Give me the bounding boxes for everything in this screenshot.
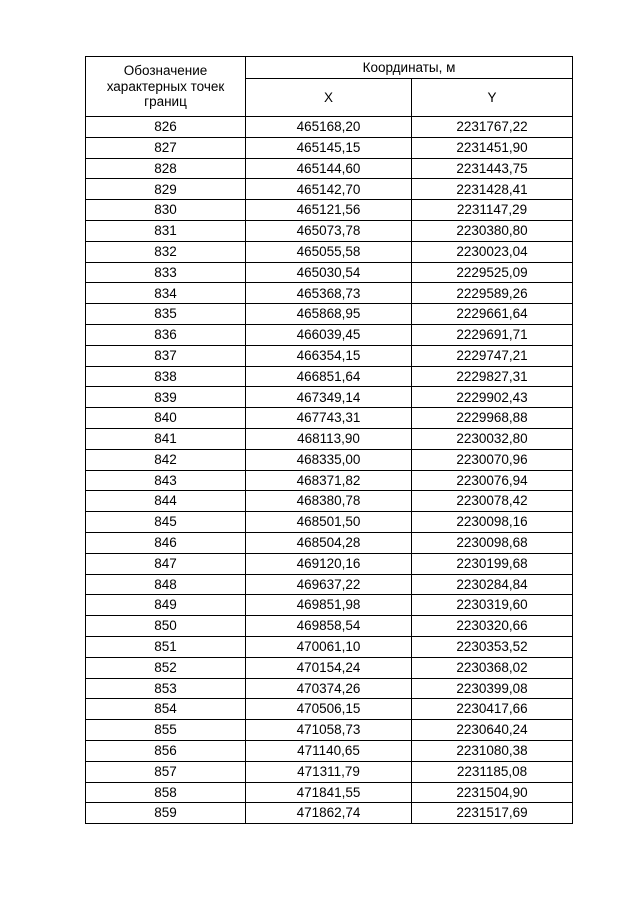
point-number-cell: 834 <box>86 283 246 304</box>
x-coordinate-cell: 465368,73 <box>246 283 412 304</box>
x-coordinate-cell: 465868,95 <box>246 304 412 325</box>
y-coordinate-cell: 2229902,43 <box>412 387 573 408</box>
y-coordinate-cell: 2230023,04 <box>412 241 573 262</box>
x-coordinate-cell: 471862,74 <box>246 803 412 824</box>
x-coordinate-cell: 468371,82 <box>246 470 412 491</box>
y-coordinate-cell: 2231428,41 <box>412 179 573 200</box>
table-row <box>86 262 573 283</box>
x-coordinate-cell: 469120,16 <box>246 553 412 574</box>
point-number-cell: 840 <box>86 408 246 429</box>
x-coordinate-cell: 470154,24 <box>246 657 412 678</box>
x-coordinate-cell: 466851,64 <box>246 366 412 387</box>
y-coordinate-cell: 2230078,42 <box>412 491 573 512</box>
y-coordinate-cell: 2230368,02 <box>412 657 573 678</box>
header-designation: Обозначение характерных точек границ <box>86 57 246 117</box>
x-coordinate-cell: 471058,73 <box>246 720 412 741</box>
point-number-cell: 839 <box>86 387 246 408</box>
table-row <box>86 387 573 408</box>
x-coordinate-cell: 469851,98 <box>246 595 412 616</box>
table-row <box>86 595 573 616</box>
point-number-cell: 846 <box>86 532 246 553</box>
x-coordinate-cell: 465030,54 <box>246 262 412 283</box>
table-row <box>86 532 573 553</box>
table-row <box>86 636 573 657</box>
x-coordinate-cell: 465073,78 <box>246 220 412 241</box>
table-row <box>86 699 573 720</box>
coordinates-table <box>85 56 573 824</box>
x-coordinate-cell: 465144,60 <box>246 158 412 179</box>
table-row <box>86 304 573 325</box>
y-coordinate-cell: 2230380,80 <box>412 220 573 241</box>
y-coordinate-cell: 2231185,08 <box>412 761 573 782</box>
x-coordinate-cell: 470061,10 <box>246 636 412 657</box>
point-number-cell: 827 <box>86 137 246 158</box>
point-number-cell: 838 <box>86 366 246 387</box>
x-coordinate-cell: 467743,31 <box>246 408 412 429</box>
table-row <box>86 678 573 699</box>
y-coordinate-cell: 2230284,84 <box>412 574 573 595</box>
table-row <box>86 220 573 241</box>
point-number-cell: 852 <box>86 657 246 678</box>
x-coordinate-cell: 470506,15 <box>246 699 412 720</box>
x-coordinate-cell: 465142,70 <box>246 179 412 200</box>
y-coordinate-cell: 2231080,38 <box>412 740 573 761</box>
table-row <box>86 158 573 179</box>
table-row <box>86 512 573 533</box>
table-row <box>86 720 573 741</box>
y-coordinate-cell: 2230070,96 <box>412 449 573 470</box>
x-coordinate-cell: 468504,28 <box>246 532 412 553</box>
y-coordinate-cell: 2231443,75 <box>412 158 573 179</box>
point-number-cell: 831 <box>86 220 246 241</box>
point-number-cell: 848 <box>86 574 246 595</box>
header-coordinates: Координаты, м <box>246 57 573 79</box>
table-row <box>86 428 573 449</box>
y-coordinate-cell: 2229525,09 <box>412 262 573 283</box>
y-coordinate-cell: 2230353,52 <box>412 636 573 657</box>
x-coordinate-cell: 469858,54 <box>246 616 412 637</box>
point-number-cell: 858 <box>86 782 246 803</box>
table-row <box>86 761 573 782</box>
point-number-cell: 845 <box>86 512 246 533</box>
x-coordinate-cell: 468501,50 <box>246 512 412 533</box>
point-number-cell: 837 <box>86 345 246 366</box>
point-number-cell: 844 <box>86 491 246 512</box>
y-coordinate-cell: 2230098,16 <box>412 512 573 533</box>
point-number-cell: 830 <box>86 200 246 221</box>
point-number-cell: 828 <box>86 158 246 179</box>
table-row <box>86 241 573 262</box>
x-coordinate-cell: 471140,65 <box>246 740 412 761</box>
y-coordinate-cell: 2229691,71 <box>412 324 573 345</box>
y-coordinate-cell: 2231767,22 <box>412 117 573 138</box>
x-coordinate-cell: 465055,58 <box>246 241 412 262</box>
x-coordinate-cell: 465168,20 <box>246 117 412 138</box>
x-coordinate-cell: 467349,14 <box>246 387 412 408</box>
table-row <box>86 740 573 761</box>
y-coordinate-cell: 2229589,26 <box>412 283 573 304</box>
table-row <box>86 117 573 138</box>
y-coordinate-cell: 2230417,66 <box>412 699 573 720</box>
y-coordinate-cell: 2229827,31 <box>412 366 573 387</box>
x-coordinate-cell: 466354,15 <box>246 345 412 366</box>
point-number-cell: 842 <box>86 449 246 470</box>
x-coordinate-cell: 468380,78 <box>246 491 412 512</box>
point-number-cell: 857 <box>86 761 246 782</box>
table-body <box>86 117 573 824</box>
table-row <box>86 324 573 345</box>
y-coordinate-cell: 2231504,90 <box>412 782 573 803</box>
y-coordinate-cell: 2231517,69 <box>412 803 573 824</box>
table-row <box>86 283 573 304</box>
table-row <box>86 491 573 512</box>
x-coordinate-cell: 466039,45 <box>246 324 412 345</box>
point-number-cell: 832 <box>86 241 246 262</box>
table-row <box>86 366 573 387</box>
point-number-cell: 856 <box>86 740 246 761</box>
x-coordinate-cell: 468335,00 <box>246 449 412 470</box>
table-row <box>86 803 573 824</box>
point-number-cell: 833 <box>86 262 246 283</box>
table-row <box>86 345 573 366</box>
y-coordinate-cell: 2231451,90 <box>412 137 573 158</box>
point-number-cell: 855 <box>86 720 246 741</box>
x-coordinate-cell: 470374,26 <box>246 678 412 699</box>
point-number-cell: 836 <box>86 324 246 345</box>
x-coordinate-cell: 471841,55 <box>246 782 412 803</box>
table-row <box>86 553 573 574</box>
y-coordinate-cell: 2229968,88 <box>412 408 573 429</box>
point-number-cell: 851 <box>86 636 246 657</box>
table-header <box>86 57 573 117</box>
y-coordinate-cell: 2229747,21 <box>412 345 573 366</box>
x-coordinate-cell: 468113,90 <box>246 428 412 449</box>
table-row <box>86 657 573 678</box>
x-coordinate-cell: 471311,79 <box>246 761 412 782</box>
table-row <box>86 574 573 595</box>
point-number-cell: 853 <box>86 678 246 699</box>
point-number-cell: 850 <box>86 616 246 637</box>
y-coordinate-cell: 2230098,68 <box>412 532 573 553</box>
point-number-cell: 849 <box>86 595 246 616</box>
header-y: Y <box>412 79 573 117</box>
point-number-cell: 841 <box>86 428 246 449</box>
y-coordinate-cell: 2229661,64 <box>412 304 573 325</box>
y-coordinate-cell: 2230032,80 <box>412 428 573 449</box>
y-coordinate-cell: 2230319,60 <box>412 595 573 616</box>
point-number-cell: 826 <box>86 117 246 138</box>
point-number-cell: 829 <box>86 179 246 200</box>
y-coordinate-cell: 2230199,68 <box>412 553 573 574</box>
point-number-cell: 854 <box>86 699 246 720</box>
x-coordinate-cell: 465121,56 <box>246 200 412 221</box>
x-coordinate-cell: 469637,22 <box>246 574 412 595</box>
table-row <box>86 616 573 637</box>
table-row <box>86 782 573 803</box>
x-coordinate-cell: 465145,15 <box>246 137 412 158</box>
y-coordinate-cell: 2230399,08 <box>412 678 573 699</box>
point-number-cell: 835 <box>86 304 246 325</box>
table-row <box>86 408 573 429</box>
y-coordinate-cell: 2230640,24 <box>412 720 573 741</box>
table-row <box>86 137 573 158</box>
y-coordinate-cell: 2230076,94 <box>412 470 573 491</box>
header-x: X <box>246 79 412 117</box>
table-row <box>86 470 573 491</box>
table-row <box>86 200 573 221</box>
table-row <box>86 179 573 200</box>
table-row <box>86 449 573 470</box>
point-number-cell: 843 <box>86 470 246 491</box>
y-coordinate-cell: 2231147,29 <box>412 200 573 221</box>
point-number-cell: 847 <box>86 553 246 574</box>
y-coordinate-cell: 2230320,66 <box>412 616 573 637</box>
point-number-cell: 859 <box>86 803 246 824</box>
